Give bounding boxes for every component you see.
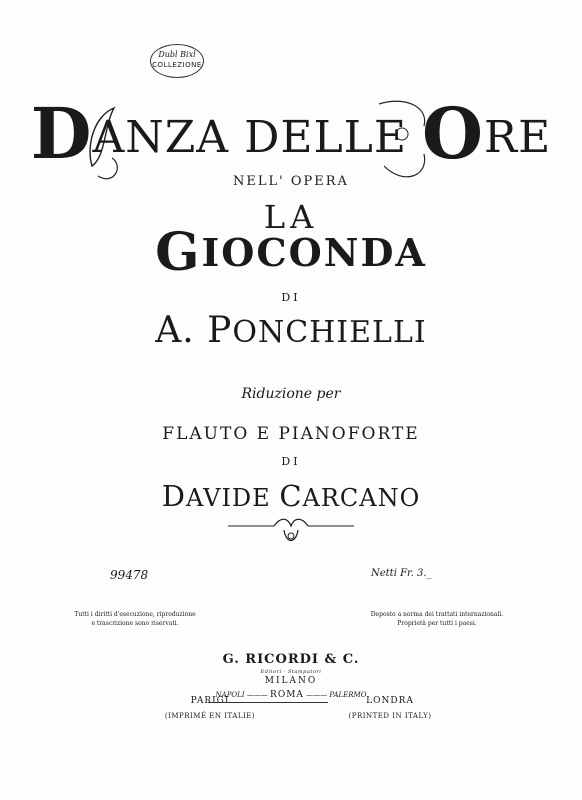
branch-parigi: PARIGI: [190, 696, 230, 706]
collection-stamp: [150, 44, 204, 78]
paris-print-note: (IMPRIMÉ EN ITALIE): [164, 712, 256, 720]
main-title: [0, 92, 582, 175]
opera-title: [0, 222, 582, 283]
composer-rest: ONCHIELLI: [232, 315, 427, 350]
branch-roma: ROMA: [270, 690, 304, 700]
stamp-line-1: Dubl Bixl: [158, 50, 196, 59]
opera-title-rest: IOCONDA: [201, 230, 427, 275]
composer-name: [0, 310, 582, 351]
publisher-city: MILANO: [264, 676, 318, 686]
opera-title-initial: G: [155, 222, 202, 283]
publisher-name: G. RICORDI & C.: [222, 652, 360, 667]
branch-palermo: PALERMO: [329, 691, 367, 699]
instrumentation: FLAUTO E PIANOFORTE: [162, 424, 420, 444]
opera-title-line-1: LA: [263, 198, 319, 236]
arranger-name: [0, 479, 582, 513]
divider-ornament: [226, 514, 356, 548]
arranger-rest-1: AVIDE: [185, 484, 280, 512]
price: Netti Fr. 3._: [371, 568, 432, 579]
arrangement-label: Riduzione per: [241, 386, 341, 402]
composer-initial: A. P: [155, 310, 233, 351]
arranger-prefix: DI: [281, 455, 301, 468]
title-initial-o: O: [422, 92, 484, 175]
branch-londra: LONDRA: [366, 696, 414, 706]
arranger-initial-1: D: [161, 479, 186, 513]
publisher-branches: NAPOLI ——— ROMA ——— PALERMO: [215, 690, 367, 700]
composer-prefix: DI: [281, 291, 301, 304]
title-text-1: ANZA DELLE: [92, 112, 423, 163]
branch-divider: [208, 702, 328, 703]
rights-notice-left: [70, 610, 200, 628]
title-initial-d: D: [30, 92, 93, 175]
publisher-subtitle: Editori - Stampatori: [260, 669, 322, 675]
plate-number: 99478: [110, 568, 149, 582]
stamp-line-2: COLLEZIONE: [152, 61, 202, 69]
rights-right-line-2: Proprietà per tutti i paesi.: [397, 620, 477, 627]
rights-right-line-1: Deposto a norma dei trattati internazionali.: [370, 611, 504, 618]
arranger-initial-2: C: [279, 479, 303, 513]
opera-subtitle: NELL' OPERA: [233, 174, 349, 189]
london-print-note: (PRINTED IN ITALY): [348, 712, 432, 720]
title-text-2: RE: [484, 112, 552, 163]
arranger-rest-2: ARCANO: [302, 484, 421, 512]
rights-left-line-2: e trascrizione sono riservati.: [91, 620, 179, 627]
branch-napoli: NAPOLI: [215, 691, 245, 699]
rights-notice-right: [362, 610, 512, 628]
rights-left-line-1: Tutti i diritti d'esecuzione, riproduzione: [74, 611, 196, 618]
